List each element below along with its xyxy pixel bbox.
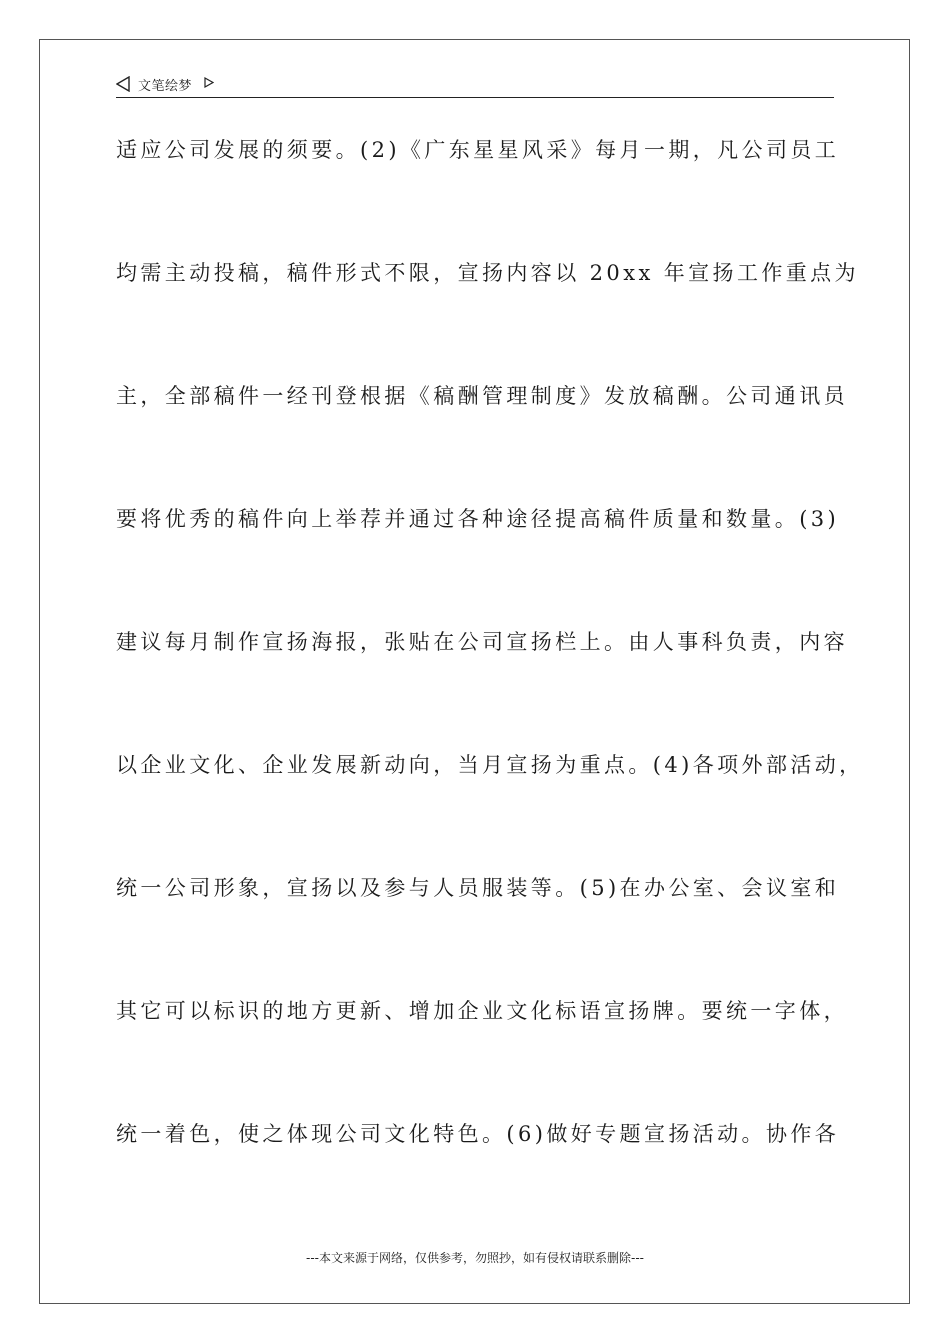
body-line: 统一着色，使之体现公司文化特色。(6)做好专题宣扬活动。协作各 [116,1122,840,1146]
page-frame [39,39,910,1304]
body-line: 要将优秀的稿件向上举荐并通过各种途径提高稿件质量和数量。(3) [116,507,840,531]
body-line: 以企业文化、企业发展新动向，当月宣扬为重点。(4)各项外部活动， [116,753,864,777]
body-line: 均需主动投稿，稿件形式不限，宣扬内容以 20xx 年宣扬工作重点为 [116,261,859,285]
page-header [116,72,834,98]
triangle-left-outline-icon [116,76,130,92]
page-footer: ---本文来源于网络，仅供参考，勿照抄，如有侵权请联系删除--- [306,1251,644,1265]
body-line: 建议每月制作宣扬海报，张贴在公司宣扬栏上。由人事科负责，内容 [116,630,848,654]
header-title: 文笔绘梦 [138,79,193,94]
body-line: 主，全部稿件一经刊登根据《稿酬管理制度》发放稿酬。公司通讯员 [116,384,848,408]
triangle-right-outline-icon [204,77,214,88]
body-line: 统一公司形象，宣扬以及参与人员服装等。(5)在办公室、会议室和 [116,876,840,900]
body-line: 其它可以标识的地方更新、增加企业文化标语宣扬牌。要统一字体， [116,999,848,1023]
body-line: 适应公司发展的须要。(2)《广东星星风采》每月一期，凡公司员工 [116,138,840,162]
